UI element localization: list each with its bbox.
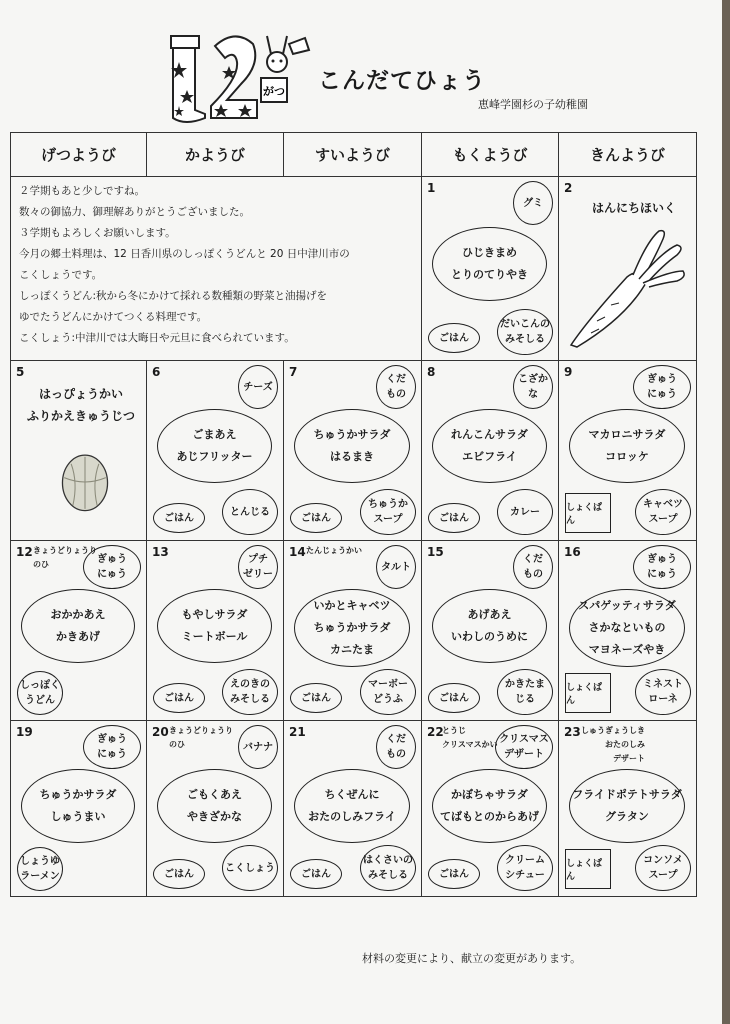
day-cell xyxy=(11,721,147,897)
main-dish-item: コロッケ xyxy=(605,450,649,463)
main-dish-item: スパゲッティサラダ xyxy=(578,599,676,612)
day-number: 16 xyxy=(564,545,581,559)
day-cell xyxy=(422,361,559,541)
main-dish-oval xyxy=(294,409,410,483)
special-event: はんにちほいく xyxy=(591,201,676,215)
day-cell xyxy=(559,541,697,721)
day-cell xyxy=(284,361,422,541)
day-event-note: しゅうぎょうしき おたのしみ デザート xyxy=(581,726,645,763)
main-dish-item: ちくぜんに xyxy=(324,788,380,801)
day-cell xyxy=(559,361,697,541)
bread-box: しょくぱん xyxy=(565,849,611,889)
page-title: こんだてひょう xyxy=(318,68,486,94)
main-dish-item: さかなといもの xyxy=(588,621,666,634)
soup-oval: えのきの みそしる xyxy=(222,669,278,715)
snack-oval: ぎゅう にゅう xyxy=(83,725,141,769)
day-cell xyxy=(11,361,147,541)
day-number: 19 xyxy=(16,725,33,739)
main-dish-oval xyxy=(569,409,685,483)
day-number: 6 xyxy=(152,365,161,379)
snack-oval: バナナ xyxy=(238,725,278,769)
snack-oval: くだ もの xyxy=(513,545,553,589)
main-dish-oval xyxy=(432,409,547,483)
staple-oval: ごはん xyxy=(428,859,480,889)
main-dish-item: グラタン xyxy=(605,810,649,823)
day-number: 2 xyxy=(564,181,573,195)
soup-oval: とんじる xyxy=(222,489,278,535)
main-dish-item: あげあえ xyxy=(467,608,512,621)
main-dish-oval xyxy=(21,589,135,663)
main-dish-item: しゅうまい xyxy=(50,810,106,823)
day-event-note: とうじ クリスマスかい xyxy=(442,726,498,749)
school-name: 恵峰学園杉の子幼稚園 xyxy=(478,98,588,111)
bread-box: しょくぱん xyxy=(565,493,611,533)
day-number: 20 xyxy=(152,725,169,739)
staple-oval: ごはん xyxy=(428,323,480,353)
snack-oval: タルト xyxy=(376,545,416,589)
cabbage-icon xyxy=(59,451,111,513)
main-dish-item: マヨネーズやき xyxy=(588,643,666,656)
day-number: 15 xyxy=(427,545,444,559)
main-dish-item: とりのてりやき xyxy=(451,268,528,281)
main-dish-item: あじフリッター xyxy=(176,450,253,463)
snack-oval: ぎゅう にゅう xyxy=(633,365,691,409)
day-number: 7 xyxy=(289,365,298,379)
main-dish-item: ちゅうかサラダ xyxy=(313,428,391,441)
main-dish-oval xyxy=(432,227,547,301)
soup-oval: こくしょう xyxy=(222,845,278,891)
main-dish-item: おたのしみフライ xyxy=(308,810,396,823)
main-dish-item: やきざかな xyxy=(187,810,242,823)
main-dish-item: フライドポテトサラダ xyxy=(572,788,682,801)
main-dish-item: いわしのうめに xyxy=(451,630,528,643)
snack-oval: くだ もの xyxy=(376,365,416,409)
intro-message xyxy=(19,181,350,349)
main-dish-item: ごまあえ xyxy=(192,428,237,441)
main-dish-item: ちゅうかサラダ xyxy=(39,788,117,801)
intro-line: ３学期もよろしくお願いします。 xyxy=(19,227,176,239)
main-dish-item: かぼちゃサラダ xyxy=(451,788,528,801)
soup-oval: コンソメ スープ xyxy=(635,845,691,891)
day-cell xyxy=(422,541,559,721)
staple-oval: しっぽく うどん xyxy=(17,671,63,715)
day-event-note: きょうどりょうり のひ xyxy=(33,546,97,569)
intro-line: ゆでたうどんにかけてつくる料理です。 xyxy=(19,311,208,323)
main-dish-oval xyxy=(432,589,547,663)
snack-oval: クリスマス デザート xyxy=(495,725,553,769)
month-logo xyxy=(165,18,315,130)
weekday-header: もくようび xyxy=(422,133,559,177)
intro-line: こくしょうです。 xyxy=(19,269,103,281)
day-event-note: たんじょうかい xyxy=(306,546,362,555)
main-dish-oval xyxy=(157,769,272,843)
weekday-header: きんようび xyxy=(559,133,697,177)
footer-note: 材料の変更により、献立の変更があります。 xyxy=(362,952,582,965)
staple-oval: ごはん xyxy=(428,503,480,533)
intro-line: こくしょう:中津川では大晦日や元旦に食べられています。 xyxy=(19,332,295,344)
day-number: 21 xyxy=(289,725,306,739)
day-cell xyxy=(284,541,422,721)
main-dish-item: カニたま xyxy=(330,643,374,656)
main-dish-oval xyxy=(569,589,685,667)
menu-calendar xyxy=(10,132,697,897)
day-cell xyxy=(422,721,559,897)
day-event-note: きょうどりょうり のひ xyxy=(169,726,233,749)
day-cell xyxy=(11,541,147,721)
intro-line: 数々の御協力、御理解ありがとうございました。 xyxy=(19,206,250,218)
main-dish-item: おかかあえ xyxy=(50,608,106,621)
weekday-header: かようび xyxy=(147,133,284,177)
soup-oval: だいこんの みそしる xyxy=(497,309,553,355)
snack-oval: くだ もの xyxy=(376,725,416,769)
staple-oval: ごはん xyxy=(153,683,205,713)
day-cell xyxy=(147,541,284,721)
weekday-header: げつようび xyxy=(11,133,147,177)
day-number: 14 xyxy=(289,545,306,559)
staple-oval: ごはん xyxy=(290,683,342,713)
day-number: 8 xyxy=(427,365,436,379)
soup-oval: かきたま じる xyxy=(497,669,553,715)
main-dish-oval xyxy=(294,589,410,667)
day-number: 13 xyxy=(152,545,169,559)
main-dish-oval xyxy=(157,589,272,663)
snack-oval: プチ ゼリー xyxy=(238,545,278,589)
main-dish-item: ミートボール xyxy=(181,630,248,643)
main-dish-item: もやしサラダ xyxy=(181,608,248,621)
main-dish-oval xyxy=(157,409,272,483)
staple-oval: ごはん xyxy=(153,859,205,889)
main-dish-item: ごもくあえ xyxy=(187,788,242,801)
staple-oval: しょうゆ ラーメン xyxy=(17,847,63,891)
main-dish-item: マカロニサラダ xyxy=(588,428,666,441)
day-number: 12 xyxy=(16,545,33,559)
bread-box: しょくぱん xyxy=(565,673,611,713)
main-dish-oval xyxy=(294,769,410,843)
intro-message-cell xyxy=(11,177,422,361)
weekday-header: すいようび xyxy=(284,133,422,177)
snack-oval: ぎゅう にゅう xyxy=(633,545,691,589)
soup-oval: ちゅうか スープ xyxy=(360,489,416,535)
day-cell xyxy=(147,721,284,897)
main-dish-item: いかとキャベツ xyxy=(313,599,391,612)
main-dish-oval xyxy=(432,769,547,843)
soup-oval: はくさいの みそしる xyxy=(360,845,416,891)
month-unit: がつ xyxy=(263,85,285,98)
day-number: 5 xyxy=(16,365,25,379)
soup-oval: クリーム シチュー xyxy=(497,845,553,891)
soup-oval: キャベツ スープ xyxy=(635,489,691,535)
main-dish-item: ちゅうかサラダ xyxy=(313,621,391,634)
main-dish-item: はるまき xyxy=(330,450,374,463)
staple-oval: ごはん xyxy=(428,683,480,713)
main-dish-item: エビフライ xyxy=(462,450,517,463)
snack-oval: こざかな xyxy=(513,365,553,409)
intro-line: ２学期もあと少しですね。 xyxy=(19,185,145,197)
intro-line: しっぽくうどん:秋から冬にかけて採れる数種類の野菜と油揚げを xyxy=(19,290,328,302)
snack-oval: ぎゅう にゅう xyxy=(83,545,141,589)
snack-oval: グミ xyxy=(513,181,553,225)
special-event: はっぴょうかい ふりかえきゅうじつ xyxy=(26,387,135,423)
soup-oval: カレー xyxy=(497,489,553,535)
day-number: 9 xyxy=(564,365,573,379)
day-cell xyxy=(147,361,284,541)
daikon-radish-icon xyxy=(567,221,687,351)
day-cell xyxy=(284,721,422,897)
soup-oval: マーボー どうふ xyxy=(360,669,416,715)
main-dish-item: れんこんサラダ xyxy=(451,428,528,441)
main-dish-oval xyxy=(21,769,135,843)
main-dish-oval xyxy=(569,769,685,843)
day-cell xyxy=(559,177,697,361)
staple-oval: ごはん xyxy=(290,503,342,533)
day-cell xyxy=(422,177,559,361)
staple-oval: ごはん xyxy=(290,859,342,889)
main-dish-item: ひじきまめ xyxy=(462,246,517,259)
snack-oval: チーズ xyxy=(238,365,278,409)
soup-oval: ミネスト ローネ xyxy=(635,669,691,715)
day-number: 22 xyxy=(427,725,444,739)
main-dish-item: かきあげ xyxy=(56,630,100,643)
day-cell xyxy=(559,721,697,897)
intro-line: 今月の郷土料理は、12 日香川県のしっぽくうどんと 20 日中津川市の xyxy=(19,248,350,260)
day-number: 23 xyxy=(564,725,581,739)
main-dish-item: てばもとのからあげ xyxy=(440,810,539,823)
staple-oval: ごはん xyxy=(153,503,205,533)
day-number: 1 xyxy=(427,181,436,195)
